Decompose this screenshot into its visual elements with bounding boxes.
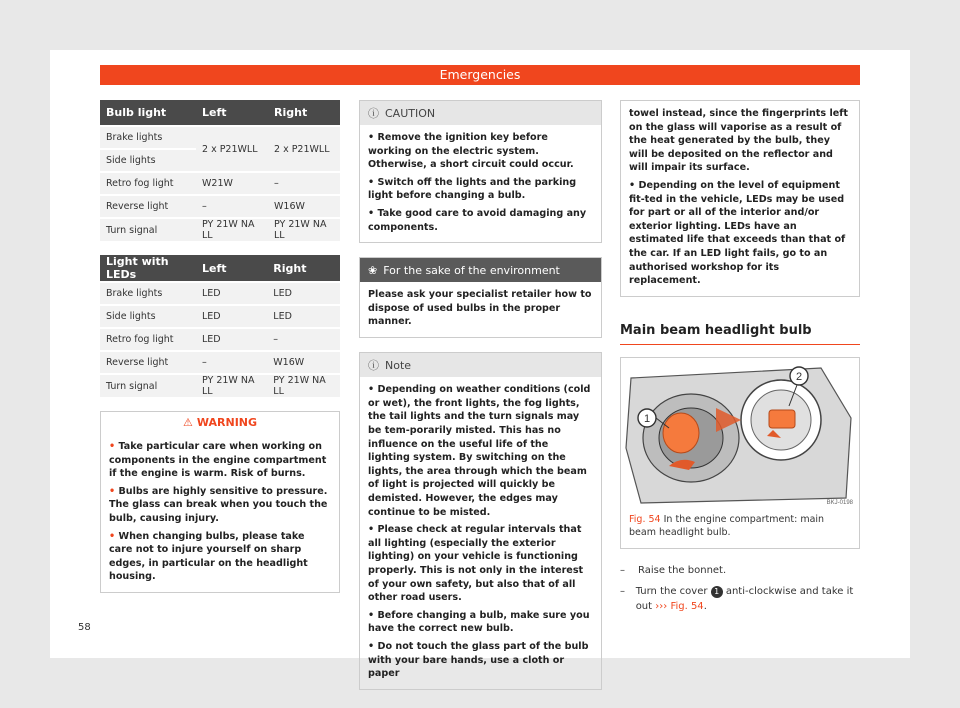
led-table [100, 255, 340, 397]
table-row [100, 305, 340, 328]
headlight-illustration [621, 358, 859, 508]
callout-1-badge: 1 [711, 586, 723, 598]
table-cell: PY 21W NA LL [268, 218, 340, 241]
caution-body [360, 125, 601, 242]
table-row [100, 218, 340, 241]
table-cell: LED [267, 305, 340, 328]
list-item: • Remove the ignition key before working on the electric system. Otherwise, a short circuit could occur. [368, 132, 574, 171]
info-square-icon: ⓘ [368, 359, 379, 373]
warning-triangle-icon: ⚠ [182, 416, 193, 429]
table-cell: Reverse light [100, 195, 196, 218]
bullet-icon: • [368, 641, 378, 653]
table-header: Right [267, 255, 340, 282]
caution-header [360, 101, 601, 125]
callout-1: 1 [643, 412, 651, 425]
column-right [620, 100, 860, 620]
note-box [359, 352, 602, 690]
caution-title: CAUTION [385, 106, 436, 120]
callout-2: 2 [795, 370, 803, 383]
figure [620, 357, 860, 549]
bullet-icon: • [368, 208, 378, 220]
table-cell: Turn signal [100, 218, 196, 241]
figure-caption [621, 508, 859, 548]
list-item: • Switch off the lights and the parking light before changing a bulb. [368, 176, 577, 202]
list-item: • Bulbs are highly sensitive to pressure. The glass can break when you touch the bulb, causing injury. [109, 485, 328, 525]
note-title: Note [385, 358, 412, 372]
table-cell: 2 x P21WLL [196, 126, 268, 172]
table-header: Left [196, 255, 267, 282]
table-cell: W16W [267, 351, 340, 374]
page-number: 58 [78, 622, 91, 633]
list-item: • Before changing a bulb, make sure you have the correct new bulb. [368, 609, 590, 635]
table-cell: Brake lights [100, 126, 196, 149]
table-cell: Side lights [100, 305, 196, 328]
instruction-steps [620, 563, 860, 614]
table-row [100, 374, 340, 397]
bullet-icon: • [368, 524, 378, 536]
table-cell: PY 21W NA LL [267, 374, 340, 397]
list-item: – Turn the cover 1 anti-clockwise and take it out ››› Fig. 54. [620, 585, 854, 612]
table-header: Left [196, 100, 268, 126]
bullet-icon: • [109, 485, 119, 497]
list-item: • When changing bulbs, please take care not to injure yourself on sharp edges, in particular on the headlight housing. [109, 530, 308, 583]
info-circle-icon: ⓘ [368, 107, 379, 120]
table-cell: Retro fog light [100, 328, 196, 351]
table-cell: Brake lights [100, 282, 196, 305]
environment-title: For the sake of the environment [383, 263, 560, 277]
table-cell: Reverse light [100, 351, 196, 374]
bulb-table [100, 100, 340, 241]
figure-label: Fig. 54 [629, 513, 661, 525]
table-cell: W21W [196, 172, 268, 195]
note-header [360, 353, 601, 377]
section-header: Emergencies [100, 65, 860, 85]
list-item: • Take particular care when working on components in the engine compartment if the engine is warm. Risk of burns. [109, 441, 327, 480]
list-item: • Depending on weather conditions (cold or wet), the front lights, the fog lights, the tail lights and the turn signals may be tem-porarily misted. This has no influence on the useful life of the lighting system. By switching on the lights, the area through which the beam of light is projected will quickly be demisted. However, the edges may continue to be misted. [368, 384, 591, 518]
section-title: Main beam headlight bulb [620, 323, 860, 345]
table-header: Right [268, 100, 340, 126]
column-middle [359, 100, 602, 690]
warning-header [101, 412, 339, 434]
warning-title: WARNING [196, 416, 258, 429]
table-cell: Retro fog light [100, 172, 196, 195]
environment-box [359, 257, 602, 338]
table-cell: Turn signal [100, 374, 196, 397]
figure-reference-link[interactable]: ››› Fig. 54 [655, 600, 704, 612]
list-item: • Take good care to avoid damaging any components. [368, 208, 587, 233]
bullet-icon: • [109, 530, 119, 542]
warning-box [100, 411, 340, 593]
table-row [100, 195, 340, 218]
leaf-icon: ❀ [368, 263, 378, 277]
bullet-icon: • [368, 609, 378, 621]
bullet-icon: • [109, 441, 119, 452]
note-continued-body [621, 101, 859, 296]
bullet-icon: • [629, 180, 639, 192]
table-cell: – [268, 172, 340, 195]
list-item: • Do not touch the glass part of the bulb with your bare hands, use a cloth or paper [368, 641, 589, 680]
bullet-icon: • [368, 132, 378, 143]
table-cell: – [196, 351, 267, 374]
list-item: – Raise the bonnet. [620, 564, 727, 576]
table-row [100, 172, 340, 195]
list-item: • Please check at regular intervals that all lighting (especially the exterior lighting) on your vehicle is functioning properly. This is not only in the interest of your own safety, but also that of all other road users. [368, 524, 584, 604]
table-header: Bulb light [100, 100, 196, 126]
table-row [100, 126, 340, 149]
table-row [100, 351, 340, 374]
note-continued-box [620, 100, 860, 297]
table-cell: – [267, 328, 340, 351]
note-continued-text: towel instead, since the fingerprints left on the glass will vaporise as a result of the heat generated by the bulb, they will be deposited on the reflector and will impair its surface. [629, 108, 849, 174]
table-cell: – [196, 195, 268, 218]
environment-body [360, 282, 601, 337]
table-cell: PY 21W NA LL [196, 218, 268, 241]
environment-header [360, 258, 601, 282]
list-item: • Depending on the level of equipment fit-ted in the vehicle, LEDs may be used for part or all of the interior and/or exterior lighting. LEDs have an estimated life that exceeds than that of the car. If an LED light fails, go to an authorised workshop for its replacement. [629, 180, 846, 287]
note-body [360, 377, 601, 689]
table-cell: LED [196, 328, 267, 351]
bullet-icon: • [368, 176, 378, 188]
table-row [100, 328, 340, 351]
table-cell: PY 21W NA LL [196, 374, 267, 397]
caution-box [359, 100, 602, 243]
table-cell: LED [196, 282, 267, 305]
table-header: Light with LEDs [100, 255, 196, 282]
table-cell: 2 x P21WLL [268, 126, 340, 172]
figure-code: BKJ-0198 [826, 499, 853, 506]
environment-text: Please ask your specialist retailer how to dispose of used bulbs in the proper manner. [368, 289, 592, 328]
table-row [100, 282, 340, 305]
table-cell: W16W [268, 195, 340, 218]
table-cell: Side lights [100, 149, 196, 172]
page [50, 50, 910, 680]
table-cell: LED [267, 282, 340, 305]
warning-body [101, 434, 339, 592]
table-cell: LED [196, 305, 267, 328]
column-left [100, 100, 340, 593]
caption-text: In the engine compartment: main beam headlight bulb. [629, 513, 825, 538]
bullet-icon: • [368, 384, 378, 396]
